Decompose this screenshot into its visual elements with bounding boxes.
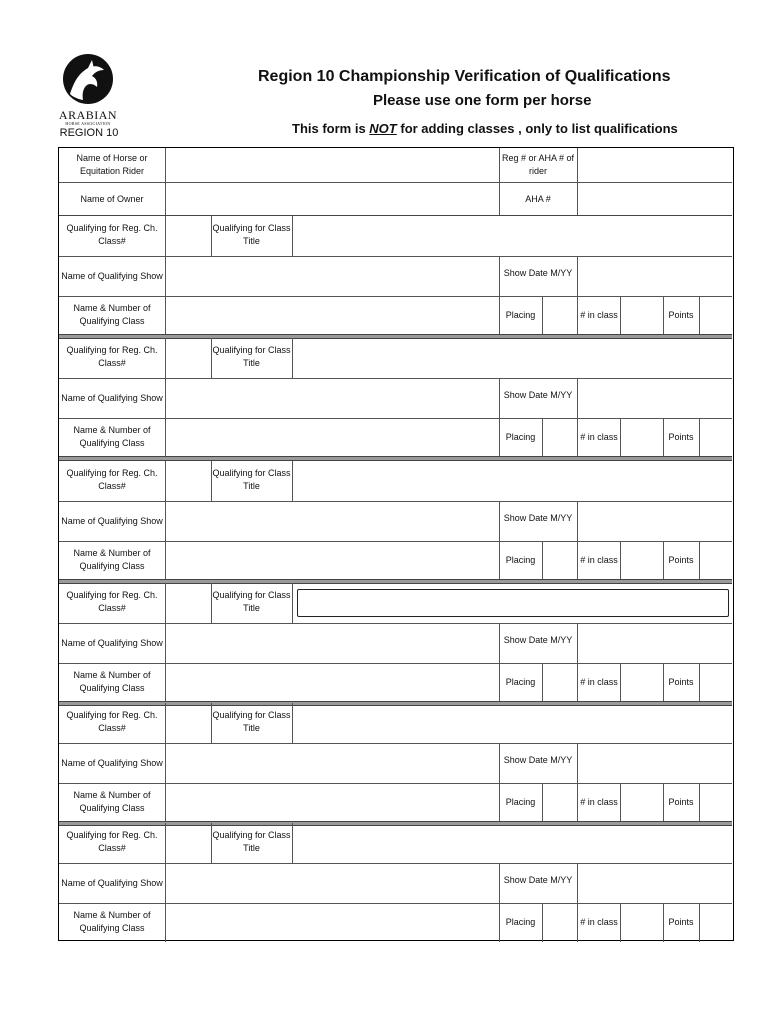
grid-line xyxy=(59,541,732,542)
points-label: Points xyxy=(668,916,694,927)
show-name-field[interactable] xyxy=(166,256,499,296)
qual-class-title-field[interactable] xyxy=(293,703,733,741)
qual-class-title-field[interactable] xyxy=(293,216,733,254)
qual-class-title-label: Qualifying for Class Title xyxy=(212,345,291,368)
form-notice xyxy=(292,121,678,136)
qual-class-title-label: Qualifying for Class Title xyxy=(212,590,291,613)
grid-line xyxy=(211,583,212,623)
owner-name-label: Name of Owner xyxy=(80,193,144,204)
grid-line xyxy=(542,903,543,942)
form-subtitle: Please use one form per horse xyxy=(373,92,592,109)
notice-emphasis: NOT xyxy=(369,121,397,136)
grid-line xyxy=(577,743,578,822)
points-label: Points xyxy=(668,796,694,807)
notice-text-start: This form is xyxy=(292,121,370,136)
num-in-class-field[interactable] xyxy=(620,663,663,701)
show-name-label: Name of Qualifying Show xyxy=(61,515,163,526)
show-name-field[interactable] xyxy=(166,501,499,541)
placing-label: Placing xyxy=(505,796,536,807)
grid-line xyxy=(211,216,212,256)
num-in-class-label: # in class xyxy=(580,676,618,687)
show-date-field[interactable] xyxy=(578,501,733,541)
qual-class-number-field[interactable] xyxy=(166,216,211,254)
qual-class-number-label: Qualifying for Reg. Ch. Class# xyxy=(66,223,158,246)
grid-line xyxy=(499,256,500,335)
grid-line xyxy=(59,623,732,624)
qual-class-title-field[interactable] xyxy=(293,823,733,861)
grid-line xyxy=(663,663,664,702)
grid-line xyxy=(211,461,212,501)
grid-line xyxy=(165,703,166,822)
grid-line xyxy=(577,501,578,580)
grid-line xyxy=(663,418,664,457)
qual-class-number-field[interactable] xyxy=(166,338,211,376)
num-in-class-label: # in class xyxy=(580,309,618,320)
grid-line xyxy=(542,541,543,580)
show-name-field[interactable] xyxy=(166,743,499,783)
grid-line xyxy=(59,501,732,502)
grid-line xyxy=(292,823,293,863)
points-field[interactable] xyxy=(699,296,733,334)
grid-line xyxy=(663,541,664,580)
qualification-form xyxy=(58,147,734,941)
grid-line xyxy=(699,541,700,580)
placing-label: Placing xyxy=(505,431,536,442)
grid-line xyxy=(165,461,166,580)
show-date-label: Show Date M/YY xyxy=(503,267,573,278)
reg-number-field[interactable] xyxy=(578,148,733,182)
qual-class-number-label: Qualifying for Reg. Ch. Class# xyxy=(66,830,158,853)
qual-class-number-label: Qualifying for Reg. Ch. Class# xyxy=(66,468,158,491)
grid-line xyxy=(620,663,621,702)
grid-line xyxy=(699,663,700,702)
grid-line xyxy=(620,903,621,942)
grid-line xyxy=(577,378,578,457)
grid-line xyxy=(292,216,293,256)
grid-line xyxy=(165,823,166,942)
grid-line xyxy=(211,338,212,378)
placing-label: Placing xyxy=(505,676,536,687)
grid-line xyxy=(620,783,621,822)
grid-line xyxy=(542,418,543,457)
qual-class-title-label: Qualifying for Class Title xyxy=(212,223,291,246)
points-field[interactable] xyxy=(699,418,733,456)
num-in-class-field[interactable] xyxy=(620,903,663,941)
grid-line xyxy=(292,703,293,743)
class-name-label: Name & Number of Qualifying Class xyxy=(73,670,151,693)
grid-line xyxy=(499,501,500,580)
placing-field[interactable] xyxy=(542,418,578,456)
num-in-class-field[interactable] xyxy=(620,418,663,456)
form-title: Region 10 Championship Verification of Qualifications xyxy=(258,68,671,85)
placing-field[interactable] xyxy=(542,663,578,701)
points-field[interactable] xyxy=(699,903,733,941)
grid-line xyxy=(499,378,500,457)
placing-label: Placing xyxy=(505,309,536,320)
grid-line xyxy=(211,823,212,863)
class-name-field[interactable] xyxy=(166,783,499,821)
class-name-label: Name & Number of Qualifying Class xyxy=(73,425,151,448)
class-name-field[interactable] xyxy=(166,903,499,941)
grid-line xyxy=(499,623,500,702)
aha-number-field[interactable] xyxy=(578,182,733,216)
qual-class-number-field[interactable] xyxy=(166,703,211,741)
show-name-label: Name of Qualifying Show xyxy=(61,270,163,281)
class-name-field[interactable] xyxy=(166,663,499,701)
show-name-label: Name of Qualifying Show xyxy=(61,637,163,648)
qual-class-title-label: Qualifying for Class Title xyxy=(212,830,291,853)
logo-subtext: HORSE ASSOCIATION xyxy=(65,121,111,126)
grid-line xyxy=(292,583,293,623)
num-in-class-field[interactable] xyxy=(620,541,663,579)
grid-line xyxy=(59,256,732,257)
qual-class-number-label: Qualifying for Reg. Ch. Class# xyxy=(66,590,158,613)
num-in-class-label: # in class xyxy=(580,796,618,807)
points-label: Points xyxy=(668,676,694,687)
points-field[interactable] xyxy=(699,783,733,821)
num-in-class-label: # in class xyxy=(580,431,618,442)
qual-class-number-label: Qualifying for Reg. Ch. Class# xyxy=(66,345,158,368)
show-name-field[interactable] xyxy=(166,623,499,663)
points-label: Points xyxy=(668,431,694,442)
grid-line xyxy=(59,783,732,784)
grid-line xyxy=(59,863,732,864)
show-name-label: Name of Qualifying Show xyxy=(61,757,163,768)
grid-line xyxy=(542,783,543,822)
placing-field[interactable] xyxy=(542,903,578,941)
grid-line xyxy=(577,863,578,942)
num-in-class-field[interactable] xyxy=(620,783,663,821)
show-date-field[interactable] xyxy=(578,743,733,783)
show-date-label: Show Date M/YY xyxy=(503,874,573,885)
reg-number-label: Reg # or AHA # of rider xyxy=(501,153,575,176)
show-date-label: Show Date M/YY xyxy=(503,754,573,765)
qual-class-number-field[interactable] xyxy=(166,461,211,499)
grid-line xyxy=(59,378,732,379)
class-name-label: Name & Number of Qualifying Class xyxy=(73,548,151,571)
show-date-field[interactable] xyxy=(578,256,733,296)
notice-text-end: for adding classes , only to list qualifications xyxy=(396,121,678,136)
grid-line xyxy=(699,783,700,822)
num-in-class-label: # in class xyxy=(580,916,618,927)
show-name-field[interactable] xyxy=(166,378,499,418)
grid-line xyxy=(211,703,212,743)
grid-line xyxy=(59,743,732,744)
aha-logo xyxy=(58,54,118,140)
grid-line xyxy=(699,418,700,457)
grid-line xyxy=(59,296,732,297)
show-name-field[interactable] xyxy=(166,863,499,903)
grid-line xyxy=(59,663,732,664)
points-field[interactable] xyxy=(699,541,733,579)
points-label: Points xyxy=(668,554,694,565)
class-name-label: Name & Number of Qualifying Class xyxy=(73,790,151,813)
grid-line xyxy=(165,216,166,335)
qual-class-title-label: Qualifying for Class Title xyxy=(212,468,291,491)
horse-head-icon xyxy=(58,54,118,106)
grid-line xyxy=(292,338,293,378)
show-date-field[interactable] xyxy=(578,378,733,418)
grid-line xyxy=(577,623,578,702)
placing-field[interactable] xyxy=(542,541,578,579)
show-date-label: Show Date M/YY xyxy=(503,389,573,400)
class-name-field[interactable] xyxy=(166,418,499,456)
qual-class-number-field[interactable] xyxy=(166,823,211,861)
grid-line xyxy=(577,256,578,335)
grid-line xyxy=(620,541,621,580)
class-name-field[interactable] xyxy=(166,541,499,579)
show-date-field[interactable] xyxy=(578,863,733,903)
grid-line xyxy=(165,338,166,457)
grid-line xyxy=(165,583,166,702)
show-name-label: Name of Qualifying Show xyxy=(61,877,163,888)
owner-name-field[interactable] xyxy=(166,182,499,216)
show-date-label: Show Date M/YY xyxy=(503,512,573,523)
grid-line xyxy=(699,903,700,942)
grid-line xyxy=(59,903,732,904)
num-in-class-field[interactable] xyxy=(620,296,663,334)
grid-line xyxy=(663,903,664,942)
grid-line xyxy=(499,863,500,942)
class-name-label: Name & Number of Qualifying Class xyxy=(73,303,151,326)
qual-class-title-field[interactable] xyxy=(293,461,733,499)
placing-field[interactable] xyxy=(542,296,578,334)
placing-field[interactable] xyxy=(542,783,578,821)
show-date-field[interactable] xyxy=(578,623,733,663)
grid-line xyxy=(542,663,543,702)
points-field[interactable] xyxy=(699,663,733,701)
show-date-label: Show Date M/YY xyxy=(503,634,573,645)
qual-class-title-label: Qualifying for Class Title xyxy=(212,710,291,733)
grid-line xyxy=(292,461,293,501)
grid-line xyxy=(620,296,621,335)
grid-line xyxy=(59,418,732,419)
logo-region: REGION 10 xyxy=(59,127,119,139)
qual-class-number-label: Qualifying for Reg. Ch. Class# xyxy=(66,710,158,733)
placing-label: Placing xyxy=(505,916,536,927)
logo-wordmark: ARABIAN xyxy=(58,108,118,122)
aha-number-label: AHA # xyxy=(525,193,551,204)
qual-class-title-field[interactable] xyxy=(293,338,733,376)
class-name-field[interactable] xyxy=(166,296,499,334)
points-label: Points xyxy=(668,309,694,320)
grid-line xyxy=(699,296,700,335)
active-input-outline[interactable] xyxy=(297,589,729,617)
horse-name-field[interactable] xyxy=(166,148,499,182)
grid-line xyxy=(620,418,621,457)
qual-class-number-field[interactable] xyxy=(166,583,211,621)
grid-line xyxy=(663,783,664,822)
num-in-class-label: # in class xyxy=(580,554,618,565)
placing-label: Placing xyxy=(505,554,536,565)
grid-line xyxy=(542,296,543,335)
horse-name-label: Name of Horse or Equitation Rider xyxy=(76,153,148,176)
grid-line xyxy=(663,296,664,335)
grid-line xyxy=(499,743,500,822)
class-name-label: Name & Number of Qualifying Class xyxy=(73,910,151,933)
show-name-label: Name of Qualifying Show xyxy=(61,392,163,403)
